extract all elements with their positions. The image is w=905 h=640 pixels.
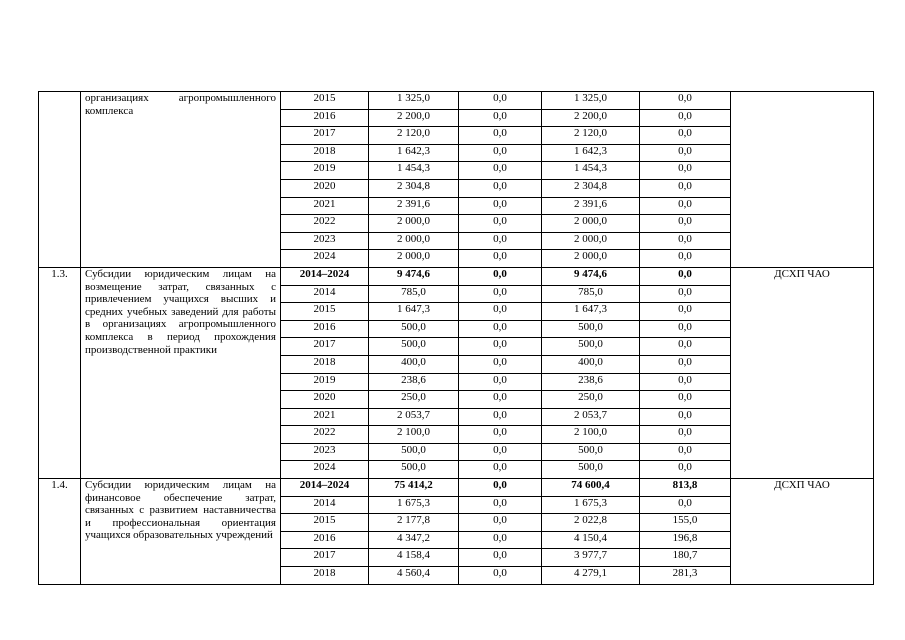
federal-budget-cell: 0,0: [459, 355, 542, 373]
total-cell: 2 053,7: [369, 408, 459, 426]
federal-budget-cell: 0,0: [459, 320, 542, 338]
okrug-budget-cell: 2 304,8: [542, 179, 640, 197]
year-cell: 2021: [281, 408, 369, 426]
total-cell: 2 177,8: [369, 514, 459, 532]
federal-budget-cell: 0,0: [459, 426, 542, 444]
federal-budget-cell: 0,0: [459, 408, 542, 426]
other-sources-cell: 0,0: [640, 320, 731, 338]
okrug-budget-cell: 4 279,1: [542, 567, 640, 585]
total-cell: 1 675,3: [369, 496, 459, 514]
year-cell: 2018: [281, 567, 369, 585]
year-cell: 2016: [281, 109, 369, 127]
federal-budget-cell: 0,0: [459, 443, 542, 461]
okrug-budget-cell: 1 325,0: [542, 92, 640, 110]
year-cell: 2015: [281, 514, 369, 532]
activity-description: организациях агропромышленного комплекса: [81, 92, 281, 268]
federal-budget-cell: 0,0: [459, 338, 542, 356]
other-sources-cell: 196,8: [640, 531, 731, 549]
okrug-budget-cell: 500,0: [542, 338, 640, 356]
federal-budget-cell: 0,0: [459, 267, 542, 285]
federal-budget-cell: 0,0: [459, 496, 542, 514]
okrug-budget-cell: 1 454,3: [542, 162, 640, 180]
year-cell: 2020: [281, 179, 369, 197]
other-sources-cell: 0,0: [640, 461, 731, 479]
okrug-budget-cell: 2 053,7: [542, 408, 640, 426]
other-sources-cell: 0,0: [640, 443, 731, 461]
total-cell: 2 100,0: [369, 426, 459, 444]
year-cell: 2014–2024: [281, 267, 369, 285]
other-sources-cell: 0,0: [640, 355, 731, 373]
total-cell: 2 000,0: [369, 250, 459, 268]
okrug-budget-cell: 400,0: [542, 355, 640, 373]
total-cell: 1 454,3: [369, 162, 459, 180]
other-sources-cell: 0,0: [640, 496, 731, 514]
okrug-budget-cell: 2 120,0: [542, 127, 640, 145]
other-sources-cell: 0,0: [640, 144, 731, 162]
okrug-budget-cell: 4 150,4: [542, 531, 640, 549]
federal-budget-cell: 0,0: [459, 479, 542, 497]
okrug-budget-cell: 500,0: [542, 320, 640, 338]
year-cell: 2015: [281, 92, 369, 110]
federal-budget-cell: 0,0: [459, 109, 542, 127]
federal-budget-cell: 0,0: [459, 144, 542, 162]
total-cell: 1 642,3: [369, 144, 459, 162]
federal-budget-cell: 0,0: [459, 391, 542, 409]
year-cell: 2015: [281, 303, 369, 321]
federal-budget-cell: 0,0: [459, 162, 542, 180]
year-cell: 2023: [281, 443, 369, 461]
year-cell: 2014–2024: [281, 479, 369, 497]
document-page: [38, 91, 873, 585]
total-cell: 500,0: [369, 443, 459, 461]
year-cell: 2014: [281, 496, 369, 514]
row-number: 1.4.: [39, 479, 81, 585]
year-cell: 2019: [281, 373, 369, 391]
other-sources-cell: 281,3: [640, 567, 731, 585]
okrug-budget-cell: 785,0: [542, 285, 640, 303]
other-sources-cell: 0,0: [640, 267, 731, 285]
activity-description: Субсидии юридическим лицам на возмещение затрат, связанных с привлечением учащихся высших и средних учебных заведений для работы в организациях агропромышленного комплекса в период прохождения производственной практики: [81, 267, 281, 478]
total-cell: 2 000,0: [369, 232, 459, 250]
total-cell: 250,0: [369, 391, 459, 409]
okrug-budget-cell: 1 642,3: [542, 144, 640, 162]
total-cell: 4 347,2: [369, 531, 459, 549]
other-sources-cell: 0,0: [640, 408, 731, 426]
federal-budget-cell: 0,0: [459, 531, 542, 549]
year-cell: 2022: [281, 215, 369, 233]
year-cell: 2018: [281, 144, 369, 162]
okrug-budget-cell: 2 000,0: [542, 232, 640, 250]
other-sources-cell: 0,0: [640, 162, 731, 180]
total-cell: 785,0: [369, 285, 459, 303]
total-cell: 238,6: [369, 373, 459, 391]
total-cell: 1 647,3: [369, 303, 459, 321]
total-cell: 4 560,4: [369, 567, 459, 585]
year-cell: 2019: [281, 162, 369, 180]
year-cell: 2024: [281, 250, 369, 268]
row-number: 1.3.: [39, 267, 81, 478]
other-sources-cell: 0,0: [640, 197, 731, 215]
total-cell: 500,0: [369, 461, 459, 479]
okrug-budget-cell: 500,0: [542, 461, 640, 479]
other-sources-cell: 0,0: [640, 109, 731, 127]
okrug-budget-cell: 500,0: [542, 443, 640, 461]
okrug-budget-cell: 2 200,0: [542, 109, 640, 127]
table-row: [39, 92, 874, 110]
okrug-budget-cell: 2 022,8: [542, 514, 640, 532]
other-sources-cell: 0,0: [640, 303, 731, 321]
other-sources-cell: 0,0: [640, 179, 731, 197]
year-cell: 2022: [281, 426, 369, 444]
year-cell: 2020: [281, 391, 369, 409]
other-sources-cell: 180,7: [640, 549, 731, 567]
total-cell: 500,0: [369, 320, 459, 338]
okrug-budget-cell: 2 000,0: [542, 215, 640, 233]
other-sources-cell: 0,0: [640, 373, 731, 391]
federal-budget-cell: 0,0: [459, 514, 542, 532]
other-sources-cell: 0,0: [640, 92, 731, 110]
other-sources-cell: 0,0: [640, 285, 731, 303]
total-cell: 2 000,0: [369, 215, 459, 233]
year-cell: 2024: [281, 461, 369, 479]
year-cell: 2017: [281, 127, 369, 145]
okrug-budget-cell: 1 675,3: [542, 496, 640, 514]
year-cell: 2018: [281, 355, 369, 373]
other-sources-cell: 0,0: [640, 215, 731, 233]
total-cell: 4 158,4: [369, 549, 459, 567]
other-sources-cell: 0,0: [640, 426, 731, 444]
total-cell: 2 391,6: [369, 197, 459, 215]
federal-budget-cell: 0,0: [459, 461, 542, 479]
year-cell: 2014: [281, 285, 369, 303]
other-sources-cell: 0,0: [640, 250, 731, 268]
total-cell: 2 120,0: [369, 127, 459, 145]
total-cell: 75 414,2: [369, 479, 459, 497]
total-cell: 1 325,0: [369, 92, 459, 110]
federal-budget-cell: 0,0: [459, 92, 542, 110]
total-cell: 400,0: [369, 355, 459, 373]
other-sources-cell: 155,0: [640, 514, 731, 532]
federal-budget-cell: 0,0: [459, 232, 542, 250]
okrug-budget-cell: 1 647,3: [542, 303, 640, 321]
okrug-budget-cell: 3 977,7: [542, 549, 640, 567]
total-cell: 500,0: [369, 338, 459, 356]
federal-budget-cell: 0,0: [459, 549, 542, 567]
okrug-budget-cell: 2 100,0: [542, 426, 640, 444]
table-row: [39, 267, 874, 285]
federal-budget-cell: 0,0: [459, 215, 542, 233]
year-cell: 2016: [281, 531, 369, 549]
year-cell: 2023: [281, 232, 369, 250]
total-cell: 9 474,6: [369, 267, 459, 285]
federal-budget-cell: 0,0: [459, 179, 542, 197]
table-row: [39, 479, 874, 497]
other-sources-cell: 0,0: [640, 338, 731, 356]
federal-budget-cell: 0,0: [459, 303, 542, 321]
year-cell: 2017: [281, 338, 369, 356]
federal-budget-cell: 0,0: [459, 285, 542, 303]
executor-cell: ДСХП ЧАО: [731, 479, 874, 585]
other-sources-cell: 0,0: [640, 232, 731, 250]
federal-budget-cell: 0,0: [459, 197, 542, 215]
other-sources-cell: 813,8: [640, 479, 731, 497]
okrug-budget-cell: 250,0: [542, 391, 640, 409]
federal-budget-cell: 0,0: [459, 567, 542, 585]
okrug-budget-cell: 9 474,6: [542, 267, 640, 285]
federal-budget-cell: 0,0: [459, 250, 542, 268]
year-cell: 2017: [281, 549, 369, 567]
other-sources-cell: 0,0: [640, 127, 731, 145]
year-cell: 2016: [281, 320, 369, 338]
okrug-budget-cell: 2 391,6: [542, 197, 640, 215]
okrug-budget-cell: 238,6: [542, 373, 640, 391]
total-cell: 2 304,8: [369, 179, 459, 197]
executor-cell: [731, 92, 874, 268]
row-number: [39, 92, 81, 268]
activity-description: Субсидии юридическим лицам на финансовое обеспечение затрат, связанных с развитием наставничества и профессиональная ориентация учащихся образовательных учреждений: [81, 479, 281, 585]
federal-budget-cell: 0,0: [459, 127, 542, 145]
total-cell: 2 200,0: [369, 109, 459, 127]
year-cell: 2021: [281, 197, 369, 215]
other-sources-cell: 0,0: [640, 391, 731, 409]
okrug-budget-cell: 74 600,4: [542, 479, 640, 497]
federal-budget-cell: 0,0: [459, 373, 542, 391]
budget-table: [38, 91, 874, 585]
okrug-budget-cell: 2 000,0: [542, 250, 640, 268]
executor-cell: ДСХП ЧАО: [731, 267, 874, 478]
